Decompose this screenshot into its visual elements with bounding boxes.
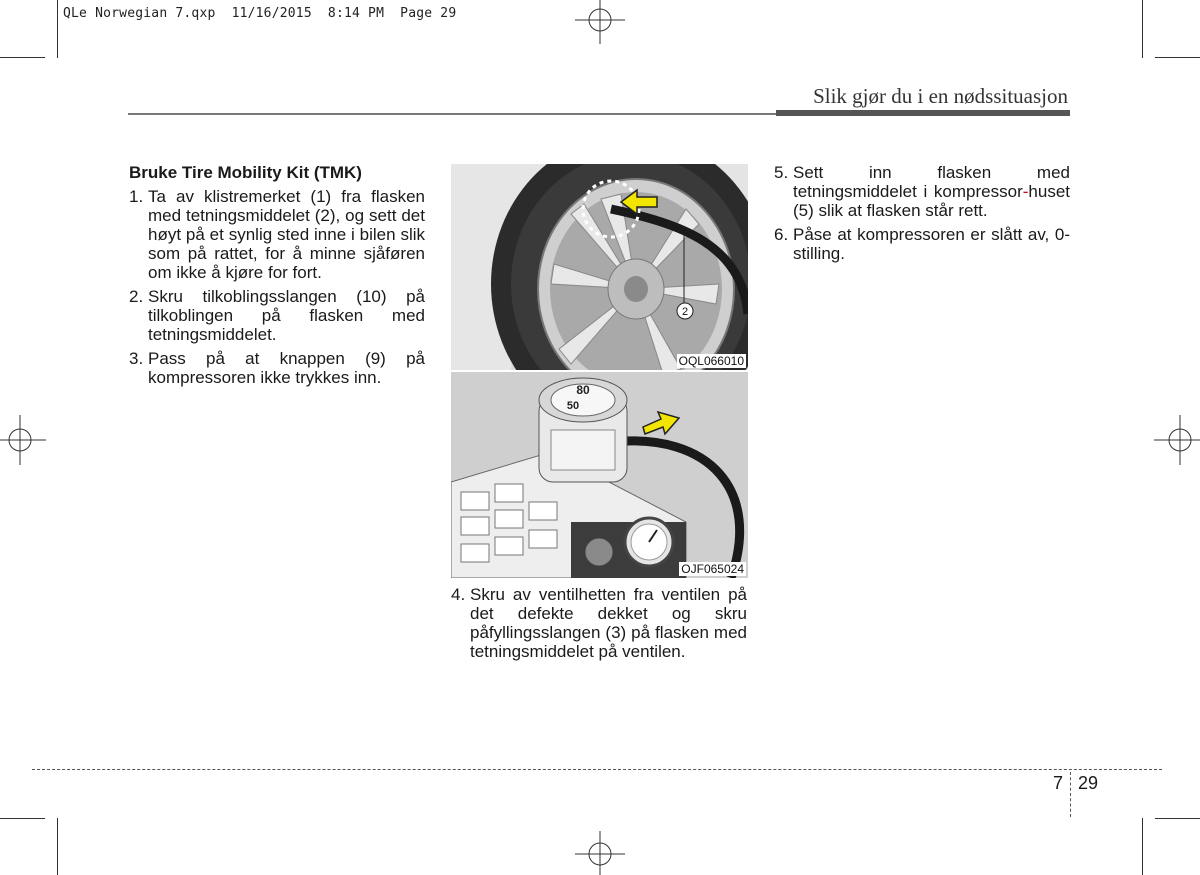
step-item bbox=[774, 163, 1070, 220]
figure-compressor bbox=[451, 372, 748, 578]
registration-mark-left bbox=[0, 415, 46, 465]
footer-rule bbox=[32, 769, 1162, 770]
chapter-number: 7 bbox=[1053, 773, 1064, 793]
section-title: Slik gjør du i en nødssituasjon bbox=[813, 84, 1068, 108]
compressor-illustration bbox=[451, 372, 748, 578]
figure-code: OQL066010 bbox=[678, 354, 744, 368]
crop-mark bbox=[1155, 818, 1200, 819]
right-column bbox=[774, 163, 1070, 268]
crop-mark bbox=[1142, 818, 1143, 875]
wheel-illustration bbox=[451, 164, 748, 370]
step-text: Pass på at knappen (9) på kompressoren ikke trykkes inn. bbox=[148, 349, 425, 387]
step-text: Skru tilkoblingsslangen (10) på tilkoblingen på flasken med tetningsmiddelet. bbox=[148, 287, 425, 344]
step-number: 3. bbox=[129, 349, 144, 368]
header-rule-thick bbox=[776, 110, 1070, 116]
step-number: 5. bbox=[774, 163, 789, 182]
step-number: 1. bbox=[129, 187, 144, 206]
step-item bbox=[451, 585, 747, 661]
step-item bbox=[129, 287, 425, 344]
registration-mark-right bbox=[1154, 415, 1200, 465]
figure-code: OJF065024 bbox=[681, 562, 744, 576]
step-list bbox=[129, 187, 425, 387]
crop-mark bbox=[57, 0, 58, 58]
header-rule bbox=[128, 113, 776, 115]
step-text: Skru av ventilhetten fra ventilen på det defekte dekket og skru påfyllingsslangen (3) på flasken med tetningsmiddelet på ventilen. bbox=[470, 585, 747, 661]
step-number: 2. bbox=[129, 287, 144, 306]
step-item bbox=[129, 187, 425, 282]
crop-mark bbox=[1142, 0, 1143, 58]
print-time: 8:14 PM bbox=[327, 6, 385, 21]
left-column bbox=[129, 163, 425, 392]
step-text: Sett inn flasken med tetningsmiddelet i kompressor bbox=[793, 163, 1070, 201]
crop-mark bbox=[57, 818, 58, 875]
step-text: Ta av klistremerket (1) fra flasken med tetningsmiddelet (2), og sett det høyt på et synlig sted inne i bilen slik som på rattet, for å minne sjåføren om ikke å kjøre for fort. bbox=[148, 187, 425, 282]
print-page: Page 29 bbox=[400, 6, 457, 21]
step-item bbox=[774, 225, 1070, 263]
print-header bbox=[63, 6, 456, 21]
gauge-label: 50 bbox=[566, 400, 580, 412]
registration-mark-bottom bbox=[575, 829, 625, 875]
page-separator bbox=[1070, 772, 1071, 817]
figure-wheel-valve bbox=[451, 164, 748, 370]
step-list bbox=[774, 163, 1070, 263]
print-date: 11/16/2015 bbox=[231, 6, 312, 21]
crop-mark bbox=[0, 818, 45, 819]
hyphen-mark: - bbox=[1022, 182, 1029, 201]
page-number: 29 bbox=[1078, 773, 1099, 793]
step-number: 4. bbox=[451, 585, 466, 604]
registration-mark-top bbox=[575, 0, 625, 46]
sub-heading: Bruke Tire Mobility Kit (TMK) bbox=[129, 163, 362, 182]
crop-mark bbox=[1155, 57, 1200, 58]
callout-label: 2 bbox=[681, 306, 689, 318]
step-item bbox=[129, 349, 425, 387]
print-file: QLe Norwegian 7.qxp bbox=[63, 6, 216, 21]
crop-mark bbox=[0, 57, 45, 58]
step-text-continued: huset (5) slik at flasken står rett. bbox=[793, 182, 1070, 220]
step-text: Påse at kompressoren er slått av, 0-stilling. bbox=[793, 225, 1070, 263]
middle-column bbox=[451, 585, 747, 666]
step-number: 6. bbox=[774, 225, 789, 244]
step-list bbox=[451, 585, 747, 661]
gauge-label: 80 bbox=[576, 383, 590, 397]
